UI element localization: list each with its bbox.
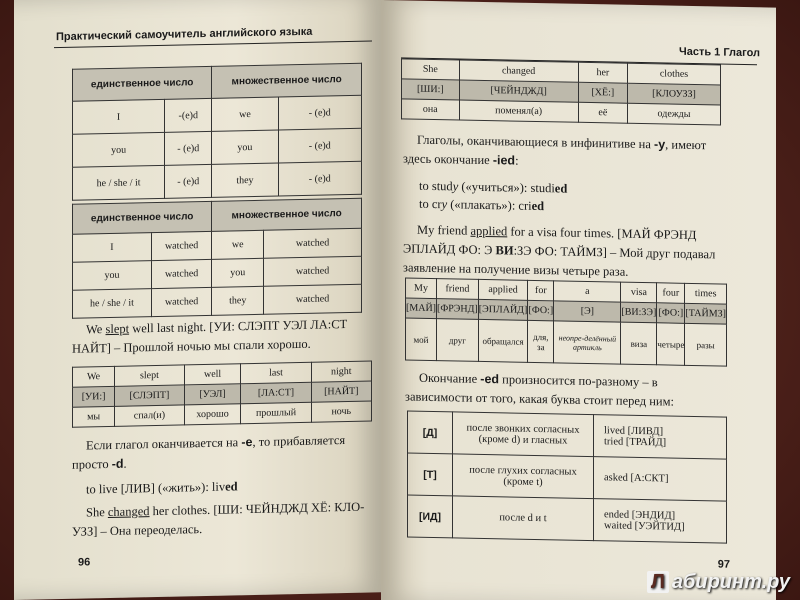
example-sentence-changed: She changed her clothes. [ШИ: ЧЕЙНДЖД ХЁ: КЛО-УЗЗ] – Она переоделась. xyxy=(72,499,365,539)
ed-pronunciation-table xyxy=(407,410,727,543)
table-cell: I xyxy=(73,233,152,263)
underlined-verb: applied xyxy=(470,223,508,239)
right-page xyxy=(381,0,776,600)
table-cell: спал(и) xyxy=(115,405,185,426)
table-cell: slept xyxy=(115,365,185,386)
table-cell: night xyxy=(311,361,371,382)
page-number: 97 xyxy=(717,558,730,571)
table-cell: [ХЁ:] xyxy=(578,82,627,103)
table-cell: a xyxy=(554,281,621,302)
table-cell: four xyxy=(657,283,685,304)
table-cell: прошлый xyxy=(241,402,311,423)
table-cell: [КЛОУЗЗ] xyxy=(628,83,721,105)
table-cell: разы xyxy=(685,323,727,366)
table-cell: её xyxy=(578,102,627,123)
table-cell: [ТАЙМЗ] xyxy=(685,303,727,324)
table-header: единственное число xyxy=(73,201,212,234)
table-cell: [ФО:] xyxy=(657,303,685,324)
example-cell: lived [ЛИВД] tried [ТРАЙД] xyxy=(594,415,727,460)
running-header: Практический самоучитель английского языка xyxy=(56,25,313,44)
table-cell: My xyxy=(406,278,437,299)
conjugation-table-watched xyxy=(72,198,362,319)
table-cell: you xyxy=(73,261,152,291)
table-cell: виза xyxy=(621,322,657,365)
example-cry: to cry («плакать»): cried xyxy=(419,196,545,214)
table-cell: [ЛА:СТ] xyxy=(241,382,311,403)
table-cell: he / she / it xyxy=(73,165,165,200)
table-cell: last xyxy=(241,362,311,383)
example-cell: ended [ЭНДИД] waited [УЭЙТИД] xyxy=(594,499,727,544)
table-cell: applied xyxy=(478,279,528,300)
table-cell: ночь xyxy=(311,401,371,422)
table-cell: we xyxy=(212,230,264,259)
table-cell: watched xyxy=(151,287,211,316)
table-cell: [ЧЕЙНДЖД] xyxy=(459,80,578,102)
table-header: множественное число xyxy=(212,198,362,231)
table-cell: поменял(а) xyxy=(459,100,578,122)
rule-paragraph-e: Если глагол оканчивается на -е, то прибавляется просто -d. xyxy=(72,433,346,472)
table-cell: - (e)d xyxy=(165,164,212,198)
table-cell: [ВИ:ЗЭ] xyxy=(621,302,657,323)
table-cell: [УЭЛ] xyxy=(184,384,241,405)
table-header: множественное число xyxy=(212,63,362,98)
table-cell: She xyxy=(402,59,460,80)
table-cell: well xyxy=(184,364,241,385)
table-cell: We xyxy=(73,366,115,387)
table-cell: [ФО:] xyxy=(528,300,554,320)
table-cell: - (e)d xyxy=(278,95,361,130)
table-cell: for xyxy=(528,280,554,300)
rule-paragraph-ed: Окончание -ed произносится по-разному – в зависимости от того, какая буква стоит перед ним: xyxy=(405,370,674,409)
watermark: Л абиринт.ру xyxy=(647,571,790,594)
table-cell: [ФРЭНД] xyxy=(437,299,479,320)
word-breakdown-table-slept xyxy=(72,361,372,428)
table-cell: - (e)d xyxy=(278,161,361,196)
rule-cell: после глухих согласных (кроме t) xyxy=(453,454,594,499)
table-cell: visa xyxy=(621,282,657,303)
table-cell: [ШИ:] xyxy=(402,79,460,100)
page-number: 96 xyxy=(78,556,91,569)
table-cell: мы xyxy=(73,406,115,427)
table-cell: [МАЙ] xyxy=(406,298,437,319)
labirint-logo-icon: Л xyxy=(647,571,669,593)
table-cell: he / she / it xyxy=(73,289,152,319)
table-cell: - (e)d xyxy=(165,131,212,165)
table-cell: -(e)d xyxy=(165,98,212,132)
table-cell: [НАЙТ] xyxy=(311,381,371,402)
example-study: to study («учиться»): studied xyxy=(419,178,568,196)
table-cell: they xyxy=(212,163,278,197)
table-cell: watched xyxy=(151,259,211,288)
table-cell: you xyxy=(73,132,165,167)
example-sentence-applied: My friend applied for a visa four times. [МАЙ ФРЭНД ЭПЛАЙД ФО: Э ВИ:ЗЭ ФО: ТАЙМЗ] – Мой друг подавал заявление на получение визы четыре раза. xyxy=(403,222,716,279)
table-cell: [ЭПЛАЙД] xyxy=(478,299,528,320)
table-cell: they xyxy=(212,286,264,315)
conjugation-table-ed xyxy=(72,63,362,201)
sound-cell: [ИД] xyxy=(408,495,453,538)
table-cell: watched xyxy=(264,256,362,286)
table-cell: times xyxy=(685,283,727,304)
word-breakdown-table-applied xyxy=(405,277,727,366)
table-cell: her xyxy=(578,62,627,83)
example-cell: asked [А:СКТ] xyxy=(594,457,727,502)
table-cell: она xyxy=(402,99,460,120)
underlined-verb: slept xyxy=(105,321,130,337)
table-cell: мой xyxy=(406,318,437,361)
table-cell: watched xyxy=(264,284,362,314)
example-sentence-slept: We slept well last night. [УИ: СЛЭПТ УЭЛ ЛА:СТ НАЙТ] – Прошлой ночью мы спали хорошо. xyxy=(72,317,348,356)
table-cell: watched xyxy=(151,231,211,260)
table-cell: одежды xyxy=(628,103,721,125)
table-cell: четыре xyxy=(657,323,685,366)
table-cell: I xyxy=(73,99,165,134)
table-cell: friend xyxy=(437,279,479,300)
table-cell: you xyxy=(212,130,278,164)
table-cell: [УИ:] xyxy=(73,386,115,407)
table-cell: clothes xyxy=(628,63,721,85)
running-header: Часть 1 Глагол xyxy=(679,45,761,60)
table-cell: друг xyxy=(437,319,479,362)
example-live: to live [ЛИВ] («жить»): lived xyxy=(86,479,238,497)
sound-cell: [Т] xyxy=(408,453,453,496)
table-cell: обращался xyxy=(478,319,528,362)
table-cell: для, за xyxy=(528,320,554,362)
rule-cell: после d и t xyxy=(453,496,594,541)
table-cell: watched xyxy=(264,228,362,258)
table-header: единственное число xyxy=(73,66,212,101)
rule-paragraph-y: Глаголы, оканчивающиеся в инфинитиве на -y, имеют здесь окончание -ied: xyxy=(403,132,707,168)
underlined-verb: changed xyxy=(107,504,150,520)
table-cell: - (e)d xyxy=(278,128,361,163)
table-cell: we xyxy=(212,97,278,131)
left-page xyxy=(14,0,384,600)
table-cell: неопре-делённый артикль xyxy=(554,321,621,364)
sound-cell: [Д] xyxy=(408,411,453,454)
table-cell: changed xyxy=(459,60,578,82)
table-cell: [СЛЭПТ] xyxy=(115,385,185,406)
word-breakdown-table-changed xyxy=(401,58,721,125)
table-cell: you xyxy=(212,258,264,287)
table-cell: хорошо xyxy=(184,404,241,425)
rule-cell: после звонких согласных (кроме d) и гласных xyxy=(453,412,594,457)
table-cell: [Э] xyxy=(554,301,621,322)
